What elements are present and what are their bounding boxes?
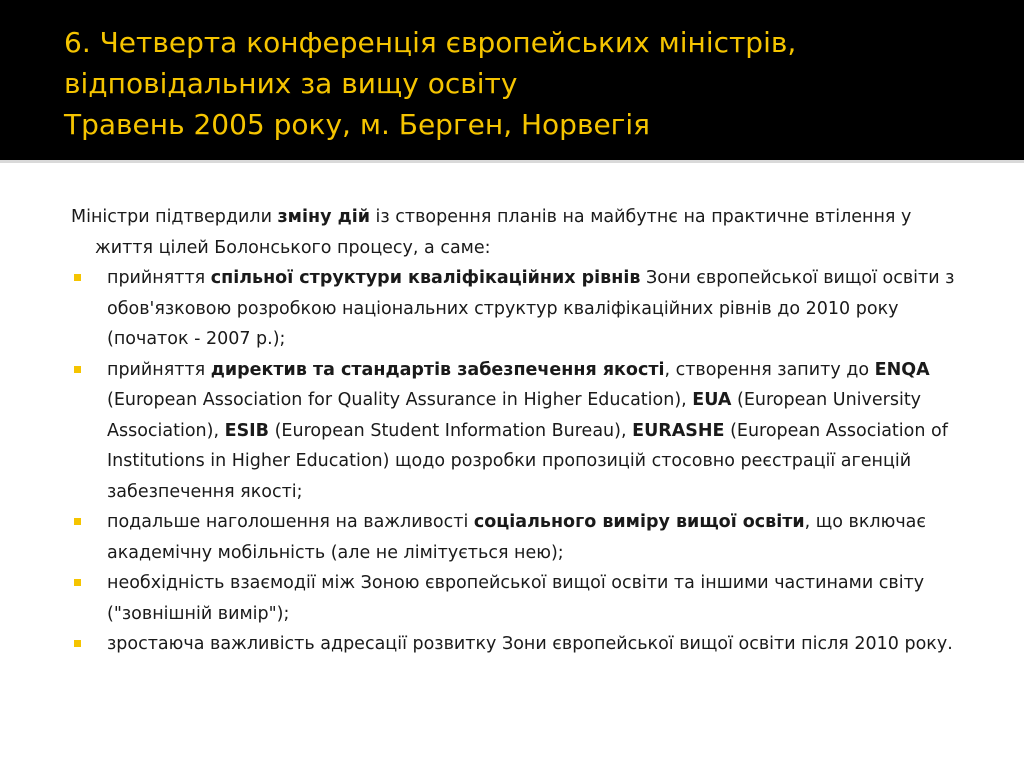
- item-emphasis: ESIB: [224, 420, 270, 441]
- square-bullet-icon: [74, 640, 81, 647]
- square-bullet-icon: [74, 274, 81, 281]
- item-emphasis: спільної структури кваліфікаційних рівнів: [210, 268, 641, 288]
- bullet-list: [71, 263, 971, 660]
- title-divider: [0, 160, 1024, 163]
- item-emphasis: ENQA: [874, 359, 930, 380]
- list-item: [71, 629, 971, 660]
- item-text: необхідність взаємодії між Зоною європейської вищої освіти та іншими частинами світу ("зовнішній вимір");: [107, 573, 925, 624]
- slide-body: [71, 202, 971, 660]
- title-line-3: Травень 2005 року, м. Берген, Норвегія: [64, 108, 651, 141]
- intro-text: із створення планів на майбутнє на практичне втілення у життя цілей Болонського процесу, а саме:: [95, 207, 912, 258]
- title-line-1: 6. Четверта конференція європейських міністрів,: [64, 26, 797, 59]
- item-emphasis: директив та стандартів забезпечення якості: [210, 359, 665, 380]
- item-text: прийняття: [107, 359, 211, 380]
- list-item: [71, 507, 971, 568]
- item-text: зростаюча важливість адресації розвитку Зони європейської вищої освіти після 2010 року.: [107, 634, 953, 654]
- item-text: Зони європейської вищої освіти з обов'язковою розробкою національних структур кваліфікаційних рівнів до 2010 року (початок - 2007 р.);: [107, 268, 955, 349]
- intro-emphasis: зміну дій: [277, 207, 370, 227]
- item-emphasis: EURASHE: [632, 420, 725, 441]
- item-text: (European University Association),: [107, 390, 922, 441]
- item-text: подальше наголошення на важливості: [107, 512, 474, 532]
- square-bullet-icon: [74, 579, 81, 586]
- item-emphasis: соціального виміру вищої освіти: [473, 512, 805, 532]
- item-text: прийняття: [107, 268, 211, 288]
- item-text: (European Student Information Bureau),: [269, 420, 633, 441]
- item-text: (European Association of Institutions in Higher Education) щодо розробки пропозицій стосовно реєстрації агенцій забезпечення якості;: [107, 420, 948, 502]
- item-text: , що включає академічну мобільність (але не лімітується нею);: [107, 512, 927, 563]
- square-bullet-icon: [74, 518, 81, 525]
- title-line-2: відповідальних за вищу освіту: [64, 67, 518, 100]
- intro-paragraph: [71, 202, 971, 263]
- list-item: [71, 568, 971, 629]
- item-emphasis: EUA: [692, 390, 732, 410]
- list-item: [71, 263, 971, 355]
- square-bullet-icon: [74, 366, 81, 373]
- title-bar: [0, 0, 1024, 160]
- intro-text: Міністри підтвердили: [71, 207, 278, 227]
- item-text: , створення запиту до: [664, 359, 875, 380]
- list-item: [71, 355, 971, 508]
- slide-title: [64, 22, 994, 145]
- item-text: (European Association for Quality Assurance in Higher Education),: [107, 390, 693, 410]
